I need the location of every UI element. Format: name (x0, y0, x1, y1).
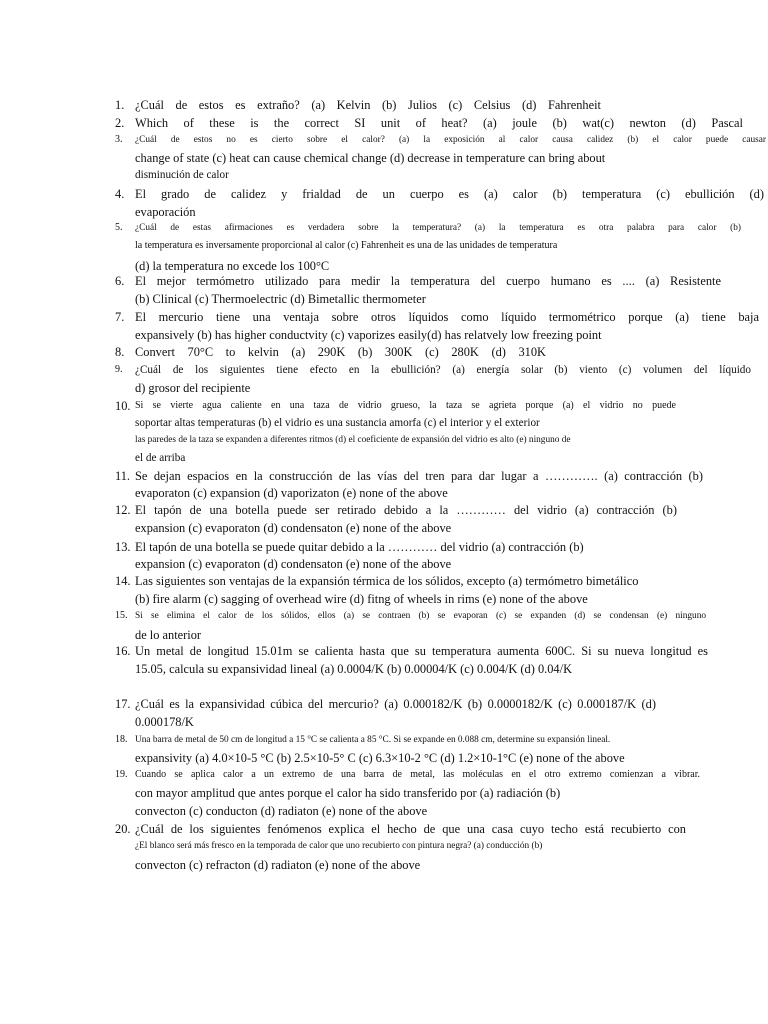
question-line (0, 695, 768, 713)
question-number: 6. (115, 274, 125, 288)
question-continuation: convecton (c) refracton (d) radiaton (e) none of the above (135, 858, 421, 872)
question-continuation: disminución de calor (135, 169, 229, 181)
question-line (0, 731, 768, 749)
question-text: Which of these is the correct SI unit of heat? (a) joule (b) wat(c) newton (d) Pascal (135, 116, 743, 130)
question-line (0, 449, 768, 467)
question-line (0, 237, 768, 255)
question-line (0, 166, 768, 184)
question-text: El tapón de una botella se puede quitar debido a la ………… del vidrio (a) contracción (b) (135, 540, 584, 554)
question-number: 4. (115, 187, 125, 201)
question-line (0, 185, 768, 203)
question-line (0, 431, 768, 449)
question-line (0, 379, 768, 397)
question-line (0, 837, 768, 855)
question-line (0, 96, 768, 114)
question-text: El tapón de una botella puede ser retirado debido a la ………… del vidrio (a) contracción (b) (135, 503, 677, 517)
question-line (0, 219, 768, 237)
question-line (0, 820, 768, 838)
question-line (0, 397, 768, 415)
question-number: 16. (115, 644, 131, 658)
question-line (0, 802, 768, 820)
question-line (0, 660, 768, 678)
question-number: 9. (115, 364, 123, 375)
question-line (0, 343, 768, 361)
question-text: El mercurio tiene una ventaja sobre otros líquidos como líquido termométrico porque (a) tiene baja (135, 310, 759, 324)
question-line (0, 713, 768, 731)
question-text: Si se vierte agua caliente en una taza de vidrio grueso, la taza se agrieta porque (a) el vidrio no puede (135, 400, 676, 411)
question-continuation: d) grosor del recipiente (135, 381, 251, 395)
question-number: 5. (115, 222, 123, 233)
question-line (0, 272, 768, 290)
question-continuation: expansively (b) has higher conductvity (c) vaporizes easily(d) has relatvely low freezing point (135, 328, 602, 342)
question-number: 10. (115, 399, 131, 413)
question-continuation: soportar altas temperaturas (b) el vidrio es una sustancia amorfa (c) el interior y el exterior (135, 417, 540, 429)
question-text: ¿Cuál es la expansividad cúbica del mercurio? (a) 0.000182/K (b) 0.0000182/K (c) 0.000187/K (d) (135, 697, 656, 711)
question-continuation: con mayor amplitud que antes porque el calor ha sido transferido por (a) radiación (b) (135, 786, 561, 800)
question-number: 20. (115, 822, 131, 836)
question-continuation: el de arriba (135, 452, 186, 464)
question-line (0, 555, 768, 573)
question-line (0, 590, 768, 608)
question-line (0, 856, 768, 874)
question-text: ¿Cuál de los siguientes fenómenos explica el hecho de que una casa cuyo techo está recubierto con (135, 822, 686, 836)
question-number: 18. (115, 734, 128, 745)
question-number: 12. (115, 503, 131, 517)
question-line (0, 607, 768, 625)
question-continuation: la temperatura es inversamente proporcional al calor (c) Fahrenheit es una de las unidades de temperatura (135, 240, 558, 251)
question-number: 3. (115, 134, 123, 145)
question-line (0, 572, 768, 590)
question-continuation: expansion (c) evaporaton (d) condensaton (e) none of the above (135, 521, 452, 535)
question-text: El mejor termómetro utilizado para medir la temperatura del cuerpo humano es .... (a) Resistente (135, 274, 721, 288)
question-number: 14. (115, 574, 131, 588)
question-line (0, 538, 768, 556)
question-line (0, 784, 768, 802)
question-number: 8. (115, 345, 125, 359)
question-text: Si se elimina el calor de los sólidos, ellos (a) se contraen (b) se evaporan (c) se expanden (d) se condensan (e) ninguno (135, 611, 706, 621)
question-continuation: change of state (c) heat can cause chemical change (d) decrease in temperature can bring about (135, 151, 606, 165)
question-continuation: (d) la temperatura no excede los 100°C (135, 259, 330, 273)
question-line (0, 484, 768, 502)
question-line (0, 467, 768, 485)
question-continuation: 0.000178/K (135, 715, 194, 729)
question-continuation: expansion (c) evaporaton (d) condensaton (e) none of the above (135, 557, 452, 571)
question-line (0, 749, 768, 767)
question-number: 1. (115, 98, 125, 112)
question-number: 15. (115, 610, 128, 621)
question-text: ¿Cuál de estos es extraño? (a) Kelvin (b) Julios (c) Celsius (d) Fahrenheit (135, 98, 601, 112)
question-text: Convert 70°C to kelvin (a) 290K (b) 300K (c) 280K (d) 310K (135, 345, 546, 359)
question-number: 19. (115, 769, 128, 780)
question-text: ¿Cuál de estos no es cierto sobre el calor? (a) la exposición al calor causa calidez (b) el calor puede causar (135, 135, 766, 145)
question-text: Cuando se aplica calor a un extremo de una barra de metal, las moléculas en el otro extremo comienzan a vibrar. (135, 769, 700, 780)
question-text: Las siguientes son ventajas de la expansión térmica de los sólidos, excepto (a) termómetro bimetálico (135, 574, 639, 588)
question-line (0, 308, 768, 326)
question-text: Una barra de metal de 50 cm de longitud a 15 °C se calienta a 85 °C. Si se expande en 0.088 cm, determine su expansión lineal. (135, 735, 611, 745)
question-line (0, 414, 768, 432)
question-text: El grado de calidez y frialdad de un cuerpo es (a) calor (b) temperatura (c) ebullición (d) (135, 187, 764, 201)
question-line (0, 361, 768, 379)
question-continuation: 15.05, calcula su expansividad lineal (a) 0.0004/K (b) 0.00004/K (c) 0.004/K (d) 0.04/K (135, 662, 573, 676)
question-continuation: ¿El blanco será más fresco en la temporada de calor que uno recubierto con pintura negra? (a) conducción (b) (135, 841, 543, 851)
question-text: ¿Cuál de los siguientes tiene efecto en la ebullición? (a) energía solar (b) viento (c) volumen del líquido (135, 364, 751, 376)
question-continuation: de lo anterior (135, 628, 202, 642)
question-continuation: convecton (c) conducton (d) radiaton (e) none of the above (135, 804, 428, 818)
question-line (0, 642, 768, 660)
question-line (0, 519, 768, 537)
question-text: ¿Cuál de estas afirmaciones es verdadera sobre la temperatura? (a) la temperatura es otra palabra para calor (b) (135, 223, 741, 233)
question-number: 17. (115, 697, 131, 711)
question-line (0, 131, 768, 149)
question-continuation: las paredes de la taza se expanden a diferentes ritmos (d) el coeficiente de expansión del vidrio es alto (e) ninguno de (135, 435, 571, 445)
question-continuation: evaporación (135, 205, 196, 219)
question-text: Un metal de longitud 15.01m se calienta hasta que su temperatura aumenta 600C. Si su nueva longitud es (135, 644, 708, 658)
question-line (0, 149, 768, 167)
question-number: 11. (115, 469, 131, 483)
question-line (0, 290, 768, 308)
question-continuation: (b) fire alarm (c) sagging of overhead wire (d) fitng of wheels in rims (e) none of the above (135, 592, 588, 606)
question-line (0, 326, 768, 344)
question-number: 2. (115, 116, 125, 130)
question-text: Se dejan espacios en la construcción de las vías del tren para dar lugar a …………. (a) contracción (b) (135, 469, 703, 483)
question-line (0, 114, 768, 132)
question-continuation: evaporaton (c) expansion (d) vaporizaton (e) none of the above (135, 486, 448, 500)
question-line (0, 501, 768, 519)
question-line (0, 766, 768, 784)
question-continuation: (b) Clinical (c) Thermoelectric (d) Bimetallic thermometer (135, 292, 426, 306)
question-continuation: expansivity (a) 4.0×10-5 °C (b) 2.5×10-5° C (c) 6.3×10-2 °C (d) 1.2×10-1°C (e) none of the above (135, 751, 625, 765)
question-number: 7. (115, 310, 125, 324)
question-number: 13. (115, 540, 131, 554)
